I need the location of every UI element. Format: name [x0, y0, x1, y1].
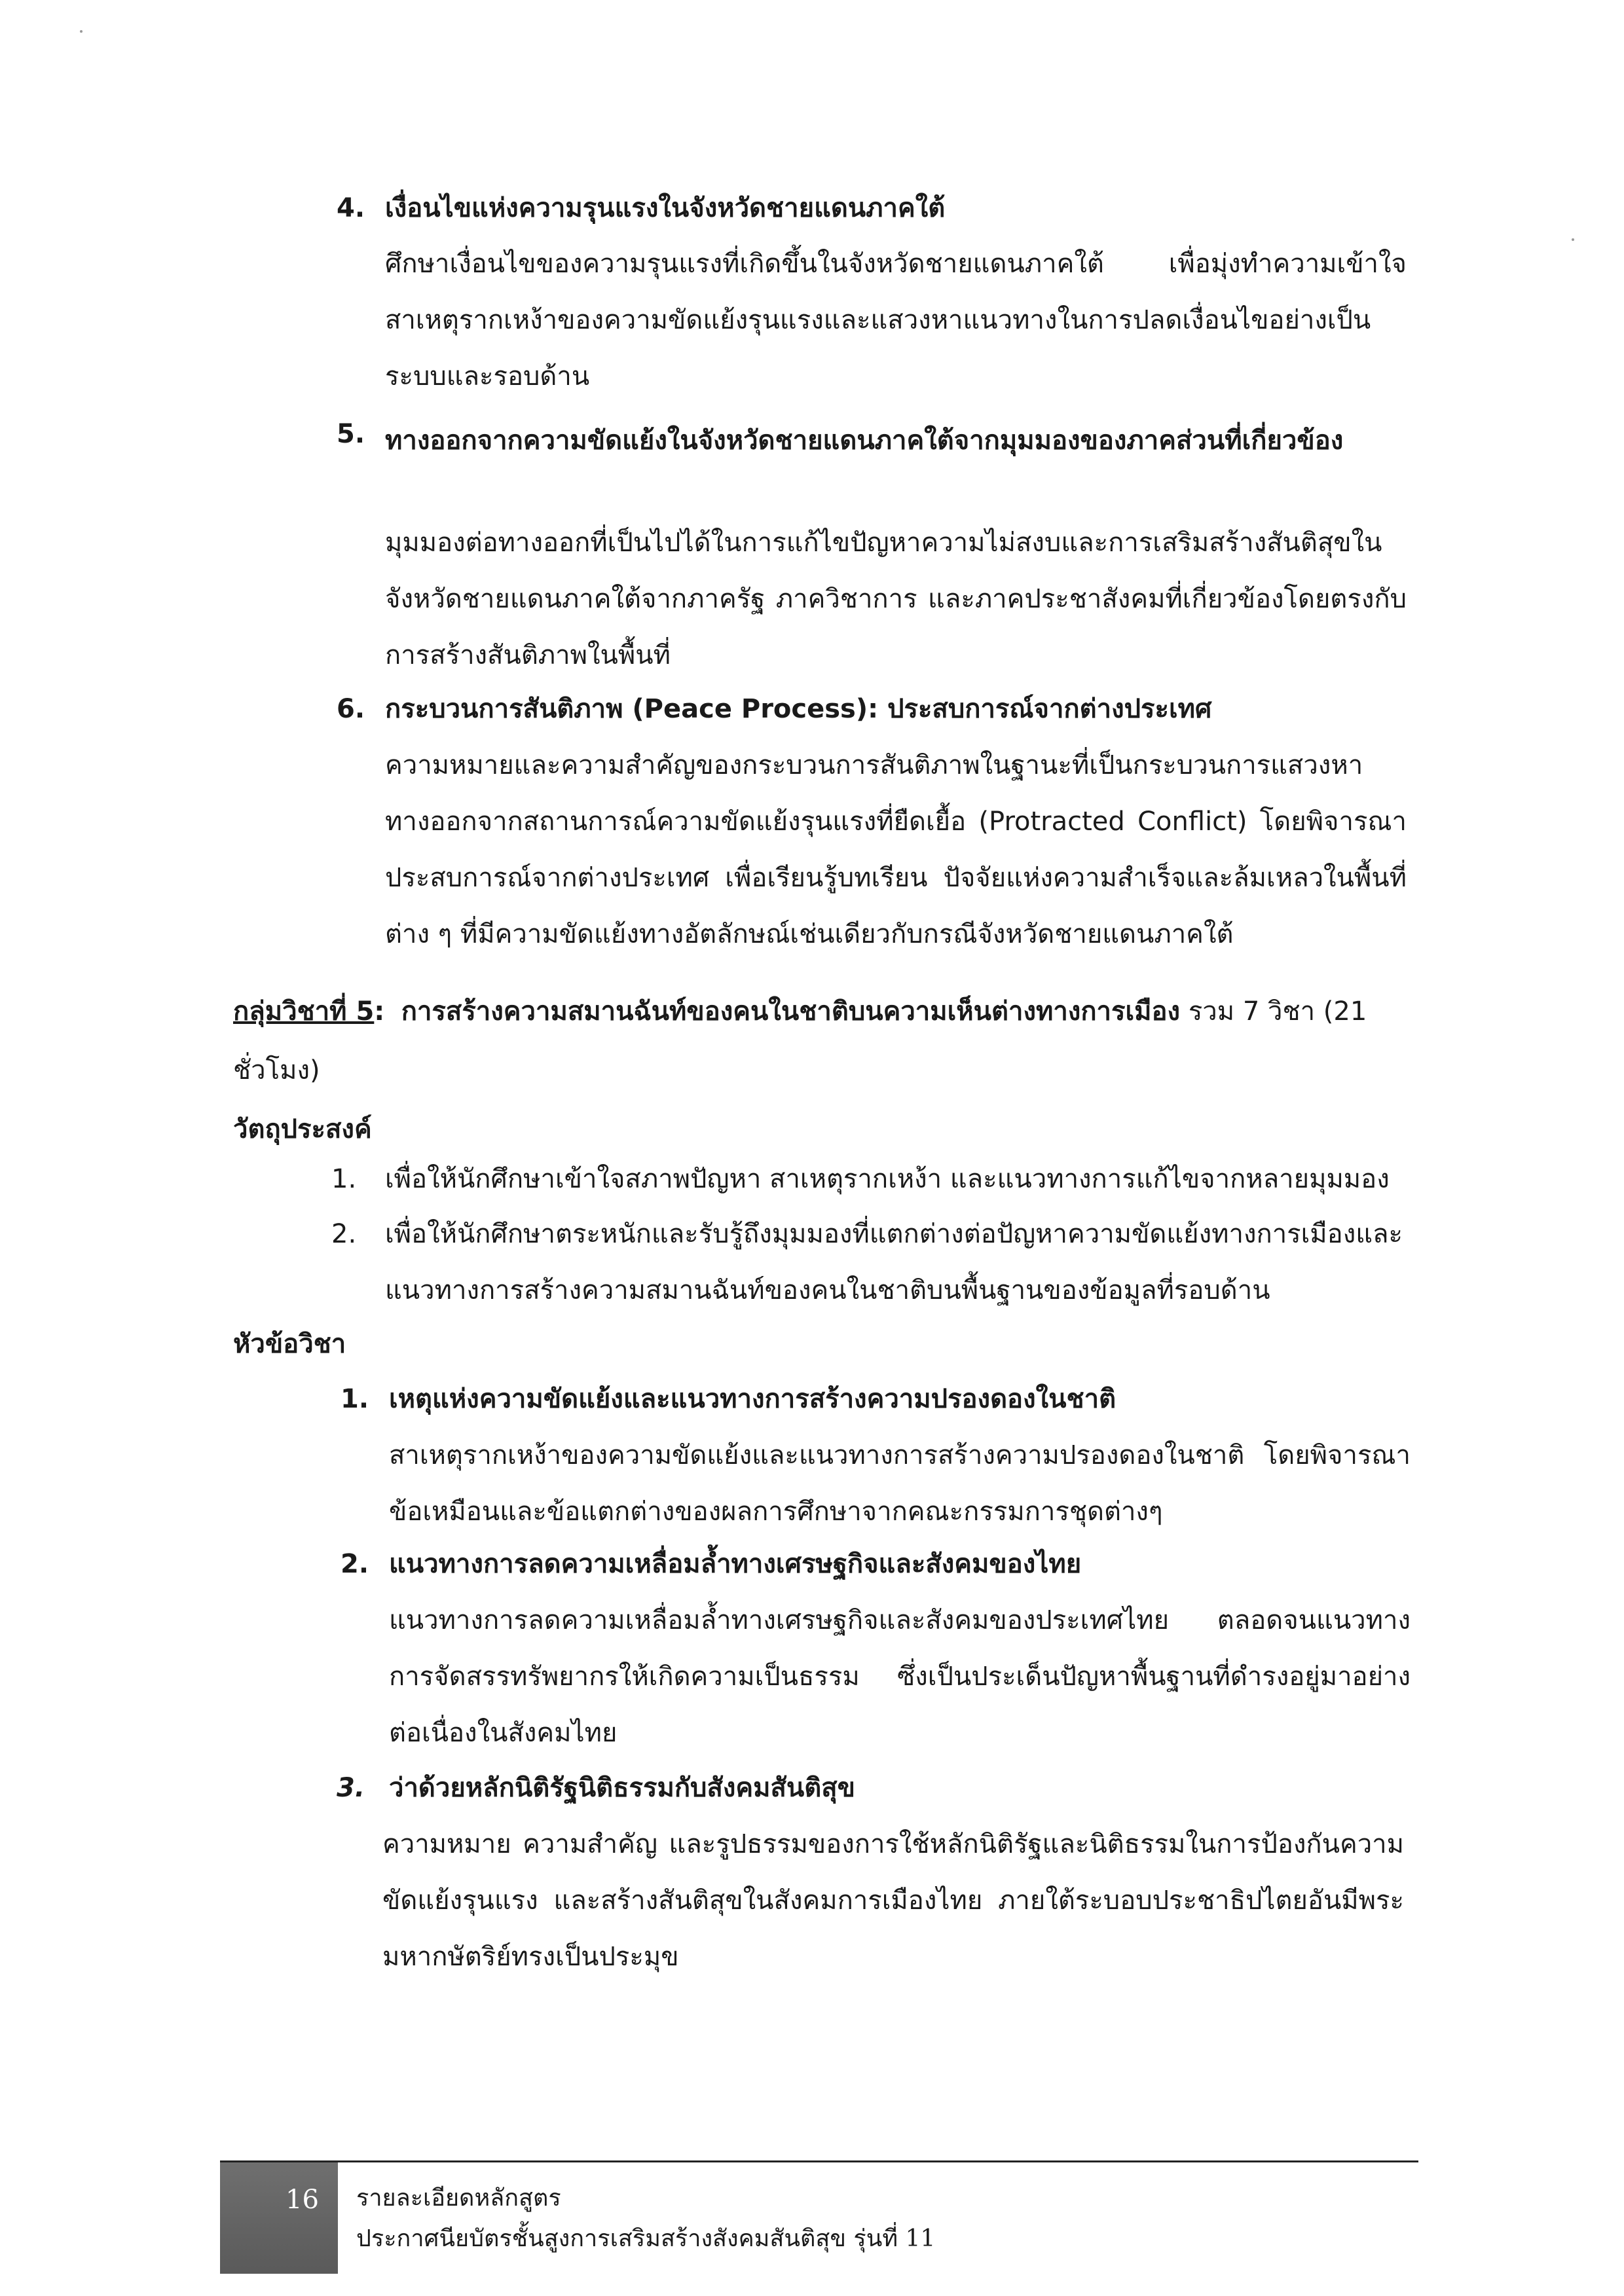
- topic-1-title: เหตุแห่งความขัดแย้งและแนวทางการสร้างความปรองดองในชาติ: [389, 1384, 1116, 1414]
- scan-speck: [1572, 238, 1574, 241]
- topic-1-description: สาเหตุรากเหง้าของความขัดแย้งและแนวทางการสร้างความปรองดองในชาติ โดยพิจารณาข้อเหมือนและข้อแตกต่างของผลการศึกษาจากคณะกรรมการชุดต่างๆ: [389, 1440, 1411, 1527]
- item-5-number: 5.: [337, 419, 365, 449]
- objective-1-number: 1.: [331, 1164, 357, 1194]
- item-6-number: 6.: [337, 694, 365, 724]
- topic-3-number: 3.: [337, 1773, 365, 1803]
- item-6-title: กระบวนการสันติภาพ (Peace Process): ประสบการณ์จากต่างประเทศ: [385, 694, 1212, 724]
- footer-line-1: รายละเอียดหลักสูตร: [356, 2185, 561, 2212]
- topic-2-description: แนวทางการลดความเหลื่อมล้ำทางเศรษฐกิจและสังคมของประเทศไทย ตลอดจนแนวทางการจัดสรรทรัพยากรให้เกิดความเป็นธรรม ซึ่งเป็นประเด็นปัญหาพื้นฐานที่ดำรงอยู่มาอย่างต่อเนื่องในสังคมไทย: [389, 1605, 1411, 1748]
- topic-1-number: 1.: [341, 1384, 369, 1414]
- footer-divider: [220, 2160, 1418, 2162]
- objective-1-text: เพื่อให้นักศึกษาเข้าใจสภาพปัญหา สาเหตุรากเหง้า และแนวทางการแก้ไขจากหลายมุมมอง: [385, 1164, 1390, 1194]
- group-5-label: กลุ่มวิชาที่ 5: [233, 996, 375, 1027]
- item-5-title: ทางออกจากความขัดแย้งในจังหวัดชายแดนภาคใต้จากมุมมองของภาคส่วนที่เกี่ยวข้อง: [385, 426, 1344, 456]
- objective-2-number: 2.: [331, 1219, 357, 1249]
- item-4-description: ศึกษาเงื่อนไขของความรุนแรงที่เกิดขึ้นในจังหวัดชายแดนภาคใต้ เพื่อมุ่งทำความเข้าใจสาเหตุรากเหง้าของความขัดแย้งรุนแรงและแสวงหาแนวทางในการปลดเงื่อนไขอย่างเป็นระบบและรอบด้าน: [385, 249, 1407, 392]
- page-number-box: [220, 2162, 338, 2274]
- topic-2-number: 2.: [341, 1549, 369, 1579]
- objective-2-text: เพื่อให้นักศึกษาตระหนักและรับรู้ถึงมุมมองที่แตกต่างต่อปัญหาความขัดแย้งทางการเมืองและแนวทางการสร้างความสมานฉันท์ของคนในชาติบนพื้นฐานของข้อมูลที่รอบด้าน: [385, 1219, 1403, 1305]
- item-6-description: ความหมายและความสำคัญของกระบวนการสันติภาพในฐานะที่เป็นกระบวนการแสวงหาทางออกจากสถานการณ์ความขัดแย้งรุนแรงที่ยืดเยื้อ (Protracted Conflict) โดยพิจารณาประสบการณ์จากต่างประเทศ เพื่อเรียนรู้บทเรียน ปัจจัยแห่งความสำเร็จและล้มเหลวในพื้นที่ต่าง ๆ ที่มีความขัดแย้งทางอัตลักษณ์เช่นเดียวกับกรณีจังหวัดชายแดนภาคใต้: [385, 750, 1407, 949]
- topic-3-title: ว่าด้วยหลักนิติรัฐนิติธรรมกับสังคมสันติสุข: [389, 1773, 856, 1803]
- topics-label: หัวข้อวิชา: [233, 1329, 346, 1359]
- objectives-label: วัตถุประสงค์: [233, 1114, 372, 1144]
- item-5-description: มุมมองต่อทางออกที่เป็นไปได้ในการแก้ไขปัญหาความไม่สงบและการเสริมสร้างสันติสุขในจังหวัดชายแดนภาคใต้จากภาครัฐ ภาควิชาการ และภาคประชาสังคมที่เกี่ยวข้องโดยตรงกับการสร้างสันติภาพในพื้นที่: [385, 528, 1407, 670]
- item-4-title: เงื่อนไขแห่งความรุนแรงในจังหวัดชายแดนภาคใต้: [385, 193, 946, 223]
- topic-3-description: ความหมาย ความสำคัญ และรูปธรรมของการใช้หลักนิติรัฐและนิติธรรมในการป้องกันความขัดแย้งรุนแรง และสร้างสันติสุขในสังคมการเมืองไทย ภายใต้ระบอบประชาธิปไตยอันมีพระมหากษัตริย์ทรงเป็นประมุข: [382, 1829, 1404, 1972]
- footer-line-2: ประกาศนียบัตรชั้นสูงการเสริมสร้างสังคมสันติสุข รุ่นที่ 11: [356, 2225, 936, 2252]
- group-5-separator: :: [374, 996, 385, 1027]
- topic-2-title: แนวทางการลดความเหลื่อมล้ำทางเศรษฐกิจและสังคมของไทย: [389, 1549, 1082, 1579]
- page-number: 16: [286, 2185, 319, 2215]
- group-5-summary: รวม 7 วิชา (21 ชั่วโมง): [233, 996, 1367, 1085]
- group-5-heading: [233, 982, 1412, 1100]
- group-5-title: การสร้างความสมานฉันท์ของคนในชาติบนความเห็นต่างทางการเมือง: [401, 996, 1181, 1027]
- scan-speck: [80, 30, 83, 33]
- item-4-number: 4.: [337, 193, 365, 223]
